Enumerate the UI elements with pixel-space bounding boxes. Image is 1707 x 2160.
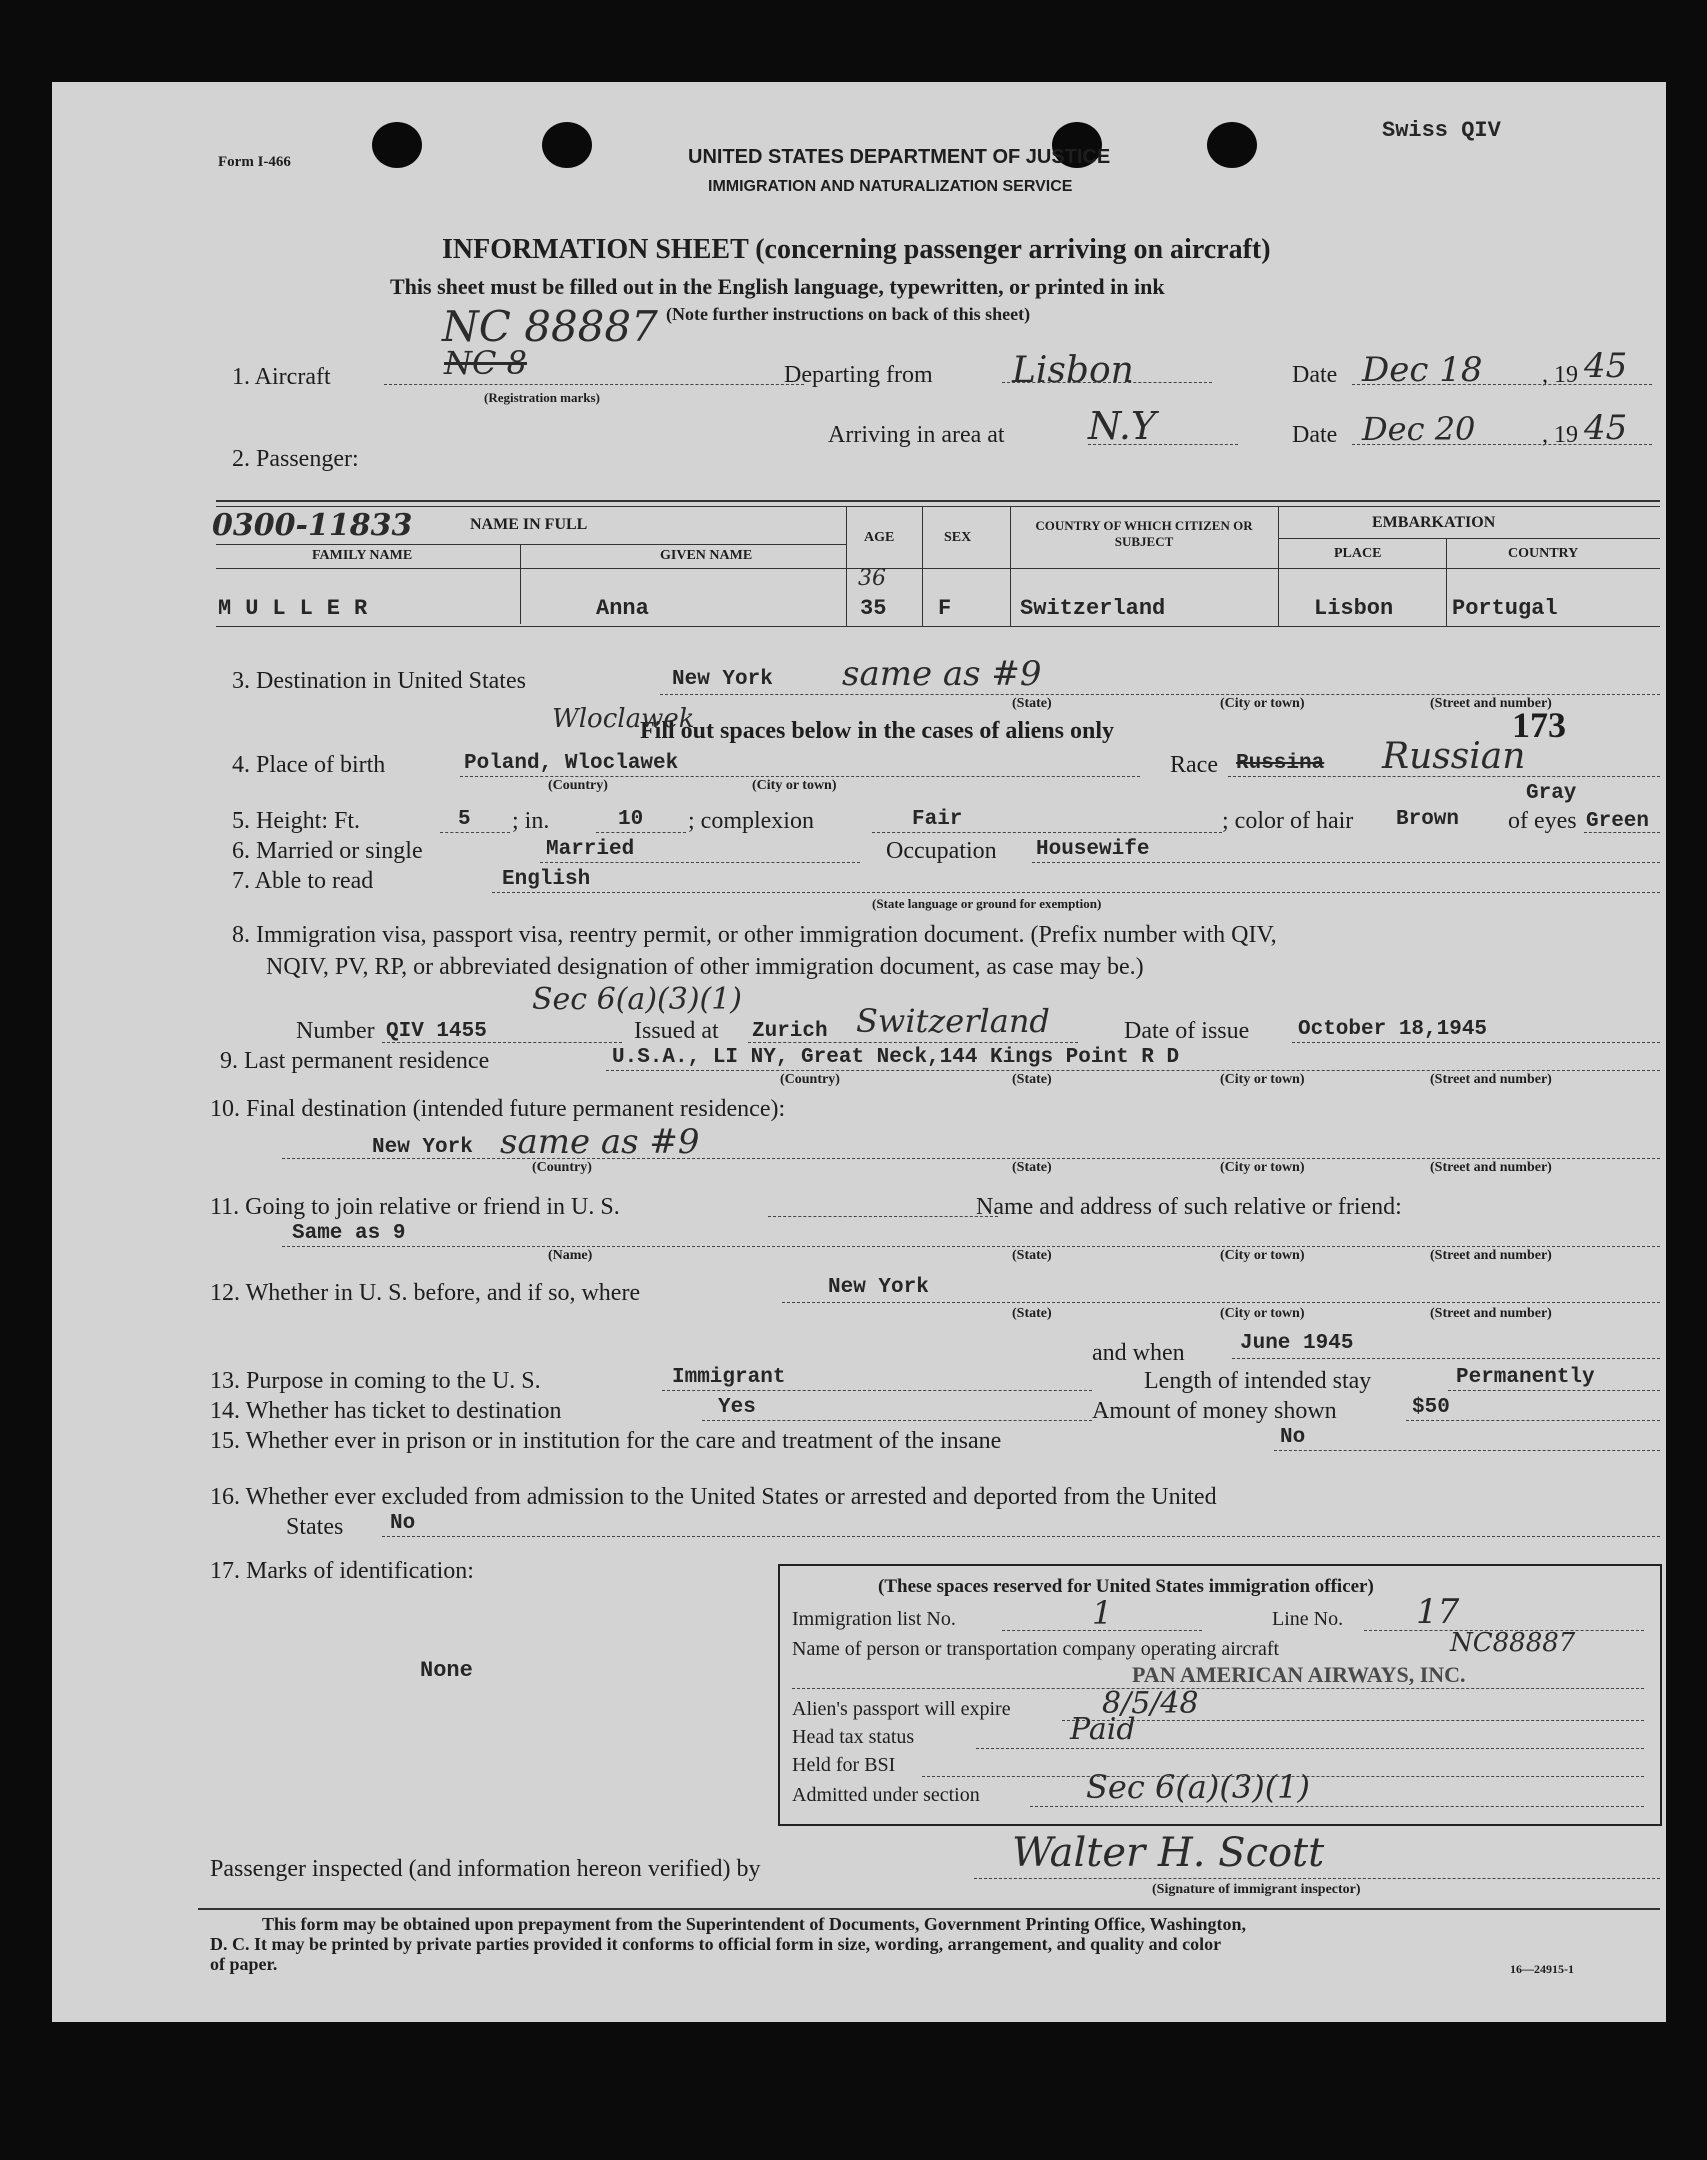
destination-label: 3. Destination in United States [232,668,526,694]
eyes-label: of eyes [1508,808,1577,834]
residence-label: 9. Last permanent residence [220,1048,490,1074]
visa-label-line1: 8. Immigration visa, passport visa, reentry permit, or other immigration document. (Prefix number with QIV, [232,922,1277,948]
read-caption: (State language or ground for exemption) [872,896,1102,911]
relative-value: Same as 9 [292,1222,406,1245]
aircraft-registration-handwritten: NC 88887 [442,302,658,351]
money-value: $50 [1412,1396,1450,1419]
punch-hole [1207,122,1257,168]
citizenship-value: Switzerland [1020,596,1166,621]
marks-label: 17. Marks of identification: [210,1558,474,1584]
head-tax-label: Head tax status [792,1726,915,1748]
form-number: Form I-466 [218,154,291,170]
given-name-value: Anna [596,596,649,621]
excluded-label: 16. Whether ever excluded from admission to the United States or arrested and deported from the United [210,1484,1217,1510]
visa-number-value: QIV 1455 [386,1020,487,1043]
purpose-label: 13. Purpose in coming to the U. S. [210,1368,541,1394]
visa-number-label: Number [296,1018,375,1044]
final-destination-value: New York [372,1136,473,1159]
issued-label: Issued at [634,1018,719,1044]
birthplace-city-caption: (City or town) [752,778,837,793]
age-header: AGE [864,530,895,545]
sheet-note: (Note further instructions on back of this sheet) [666,304,1031,324]
complexion-label: ; complexion [688,808,814,834]
inspector-signature: Walter H. Scott [1012,1830,1325,1876]
hair-label: ; color of hair [1222,808,1354,834]
signature-caption: (Signature of immigrant inspector) [1152,1882,1361,1897]
sex-header: SEX [944,530,972,545]
destination-city-caption: (City or town) [1220,696,1305,711]
passenger-label: 2. Passenger: [232,446,359,472]
marital-label: 6. Married or single [232,838,423,864]
previous-when-label: and when [1092,1340,1185,1366]
arriving-value: N.Y [1088,404,1156,448]
final-state-caption: (State) [1012,1160,1052,1175]
head-tax-value: Paid [1070,1712,1136,1747]
aircraft-registration-struck: NC 8 [444,344,528,382]
residence-state-caption: (State) [1012,1072,1052,1087]
footer-code: 16—24915-1 [1510,1962,1574,1976]
bsi-label: Held for BSI [792,1754,896,1776]
file-number: 0300-11833 [212,508,413,543]
company-registration: NC88887 [1450,1628,1576,1658]
relative-street-caption: (Street and number) [1430,1248,1552,1263]
arriving-year-prefix: , 19 [1542,422,1578,448]
previous-street-caption: (Street and number) [1430,1306,1552,1321]
issued-value: Zurich [752,1020,828,1043]
race-label: Race [1170,752,1218,778]
height-label: 5. Height: Ft. [232,808,361,834]
purpose-value: Immigrant [672,1366,786,1389]
previous-city-caption: (City or town) [1220,1306,1305,1321]
officer-box-title: (These spaces reserved for United States immigration officer) [878,1576,1374,1597]
join-relative-label: 11. Going to join relative or friend in U. S. [210,1194,620,1220]
age-struck: 35 [860,596,887,621]
excluded-label-line2: States [286,1514,344,1540]
company-label: Name of person or transportation company operating aircraft [792,1638,1280,1660]
relative-name-caption: (Name) [548,1248,593,1263]
issue-date-value: October 18,1945 [1298,1018,1488,1041]
race-handwritten: Russian [1382,736,1526,777]
departing-date: Dec 18 [1362,350,1483,390]
read-value: English [502,868,591,891]
admitted-value: Sec 6(a)(3)(1) [1086,1768,1311,1806]
visa-section-note: Sec 6(a)(3)(1) [532,982,743,1017]
immigration-list-value: 1 [1092,1594,1113,1632]
read-label: 7. Able to read [232,868,374,894]
hair-value: Brown [1396,808,1460,831]
eyes-value: Green [1586,810,1650,833]
previous-state-caption: (State) [1012,1306,1052,1321]
arriving-label: Arriving in area at [828,422,1005,448]
race-typed: Russina [1236,752,1325,775]
marks-value: None [420,1658,473,1683]
inspection-label: Passenger inspected (and information hereon verified) by [210,1856,761,1882]
departing-value: Lisbon [1012,350,1134,391]
height-inches-label: ; in. [512,808,550,834]
previous-when-value: June 1945 [1240,1332,1354,1355]
stay-value: Permanently [1456,1366,1595,1389]
occupation-value: Housewife [1036,838,1150,861]
previous-visit-label: 12. Whether in U. S. before, and if so, where [210,1280,641,1306]
aircraft-label: 1. Aircraft [232,364,331,390]
complexion-value: Fair [912,808,963,831]
arriving-date-label: Date [1292,422,1338,448]
form-number-173: 173 [1512,705,1566,745]
marital-value: Married [546,838,635,861]
embark-place-header: PLACE [1334,546,1382,561]
prison-label: 15. Whether ever in prison or in institution for the care and treatment of the insane [210,1428,1002,1454]
final-city-caption: (City or town) [1220,1160,1305,1175]
age-handwritten: 36 [858,566,886,591]
birthplace-label: 4. Place of birth [232,752,386,778]
footer-text-line1: This form may be obtained upon prepayment from the Superintendent of Documents, Government Printing Office, Washington, [262,1914,1247,1934]
previous-visit-value: New York [828,1276,929,1299]
relative-state-caption: (State) [1012,1248,1052,1263]
issue-date-label: Date of issue [1124,1018,1250,1044]
destination-street-caption: (Street and number) [1430,696,1552,711]
name-in-full-header: NAME IN FULL [470,516,588,533]
service-name: IMMIGRATION AND NATURALIZATION SERVICE [708,178,1073,195]
destination-state: New York [672,668,773,691]
residence-street-caption: (Street and number) [1430,1072,1552,1087]
final-street-caption: (Street and number) [1430,1160,1552,1175]
passport-expire-label: Alien's passport will expire [792,1698,1011,1720]
relative-city-caption: (City or town) [1220,1248,1305,1263]
visa-tag: Swiss QIV [1382,118,1501,143]
department-name: UNITED STATES DEPARTMENT OF JUSTICE [688,146,1111,168]
ticket-value: Yes [718,1396,756,1419]
relative-name-label: Name and address of such relative or friend: [976,1194,1402,1220]
eye-color-alt: Gray [1526,782,1577,805]
issued-handwritten: Switzerland [856,1002,1050,1040]
height-feet: 5 [458,808,471,831]
family-name-value: MULLER [218,596,382,621]
punch-hole [542,122,592,168]
occupation-label: Occupation [886,838,997,864]
departing-year-prefix: , 19 [1542,362,1578,388]
family-name-header: FAMILY NAME [312,548,413,563]
embark-country-header: COUNTRY [1508,546,1579,561]
arriving-date: Dec 20 [1362,410,1476,448]
departing-year: 45 [1584,346,1628,386]
passport-expire-value: 8/5/48 [1102,1686,1199,1721]
embark-place-value: Lisbon [1314,596,1394,621]
final-destination-label: 10. Final destination (intended future permanent residence): [210,1096,786,1122]
embark-country-value: Portugal [1452,596,1558,621]
aliens-only-heading: Fill out spaces below in the cases of aliens only [640,718,1115,744]
sex-value: F [938,596,952,621]
citizenship-header: COUNTRY OF WHICH CITIZEN OR SUBJECT [1035,518,1253,549]
line-number-label: Line No. [1272,1608,1344,1630]
form-sheet [52,82,1666,2022]
residence-city-caption: (City or town) [1220,1072,1305,1087]
birthplace-handwritten: Wloclawek [552,704,695,734]
destination-state-caption: (State) [1012,696,1052,711]
sheet-subtitle: This sheet must be filled out in the English language, typewritten, or printed in ink [390,274,1165,299]
line-number-value: 17 [1416,1592,1460,1632]
footer-text-line3: of paper. [210,1954,278,1974]
departing-label: Departing from [784,362,933,388]
punch-hole [372,122,422,168]
money-label: Amount of money shown [1092,1398,1337,1424]
excluded-value: No [390,1512,416,1535]
residence-value: U.S.A., LI NY, Great Neck,144 Kings Point R D [612,1046,1180,1069]
destination-note: same as #9 [842,654,1042,694]
embarkation-header: EMBARKATION [1372,514,1496,531]
final-country-caption: (Country) [532,1160,592,1175]
arriving-year: 45 [1584,408,1628,448]
prison-value: No [1280,1426,1306,1449]
stay-label: Length of intended stay [1144,1368,1372,1394]
ticket-label: 14. Whether has ticket to destination [210,1398,562,1424]
departing-date-label: Date [1292,362,1338,388]
final-destination-note: same as #9 [500,1122,700,1162]
given-name-header: GIVEN NAME [660,548,753,563]
birthplace-country-caption: (Country) [548,778,608,793]
visa-label-line2: NQIV, PV, RP, or abbreviated designation of other immigration document, as case may be.) [266,954,1144,980]
footer-text-line2: D. C. It may be printed by private parties provided it conforms to official form in size, wording, arrangement, and quality and color [210,1934,1222,1954]
height-inches: 10 [618,808,644,831]
admitted-label: Admitted under section [792,1784,980,1806]
registration-caption: (Registration marks) [484,390,600,405]
immigration-list-label: Immigration list No. [792,1608,956,1630]
residence-country-caption: (Country) [780,1072,840,1087]
birthplace-value: Poland, Wloclawek [464,752,679,775]
sheet-title: INFORMATION SHEET (concerning passenger arriving on aircraft) [442,234,1271,265]
company-stamp: PAN AMERICAN AIRWAYS, INC. [1132,1662,1466,1687]
